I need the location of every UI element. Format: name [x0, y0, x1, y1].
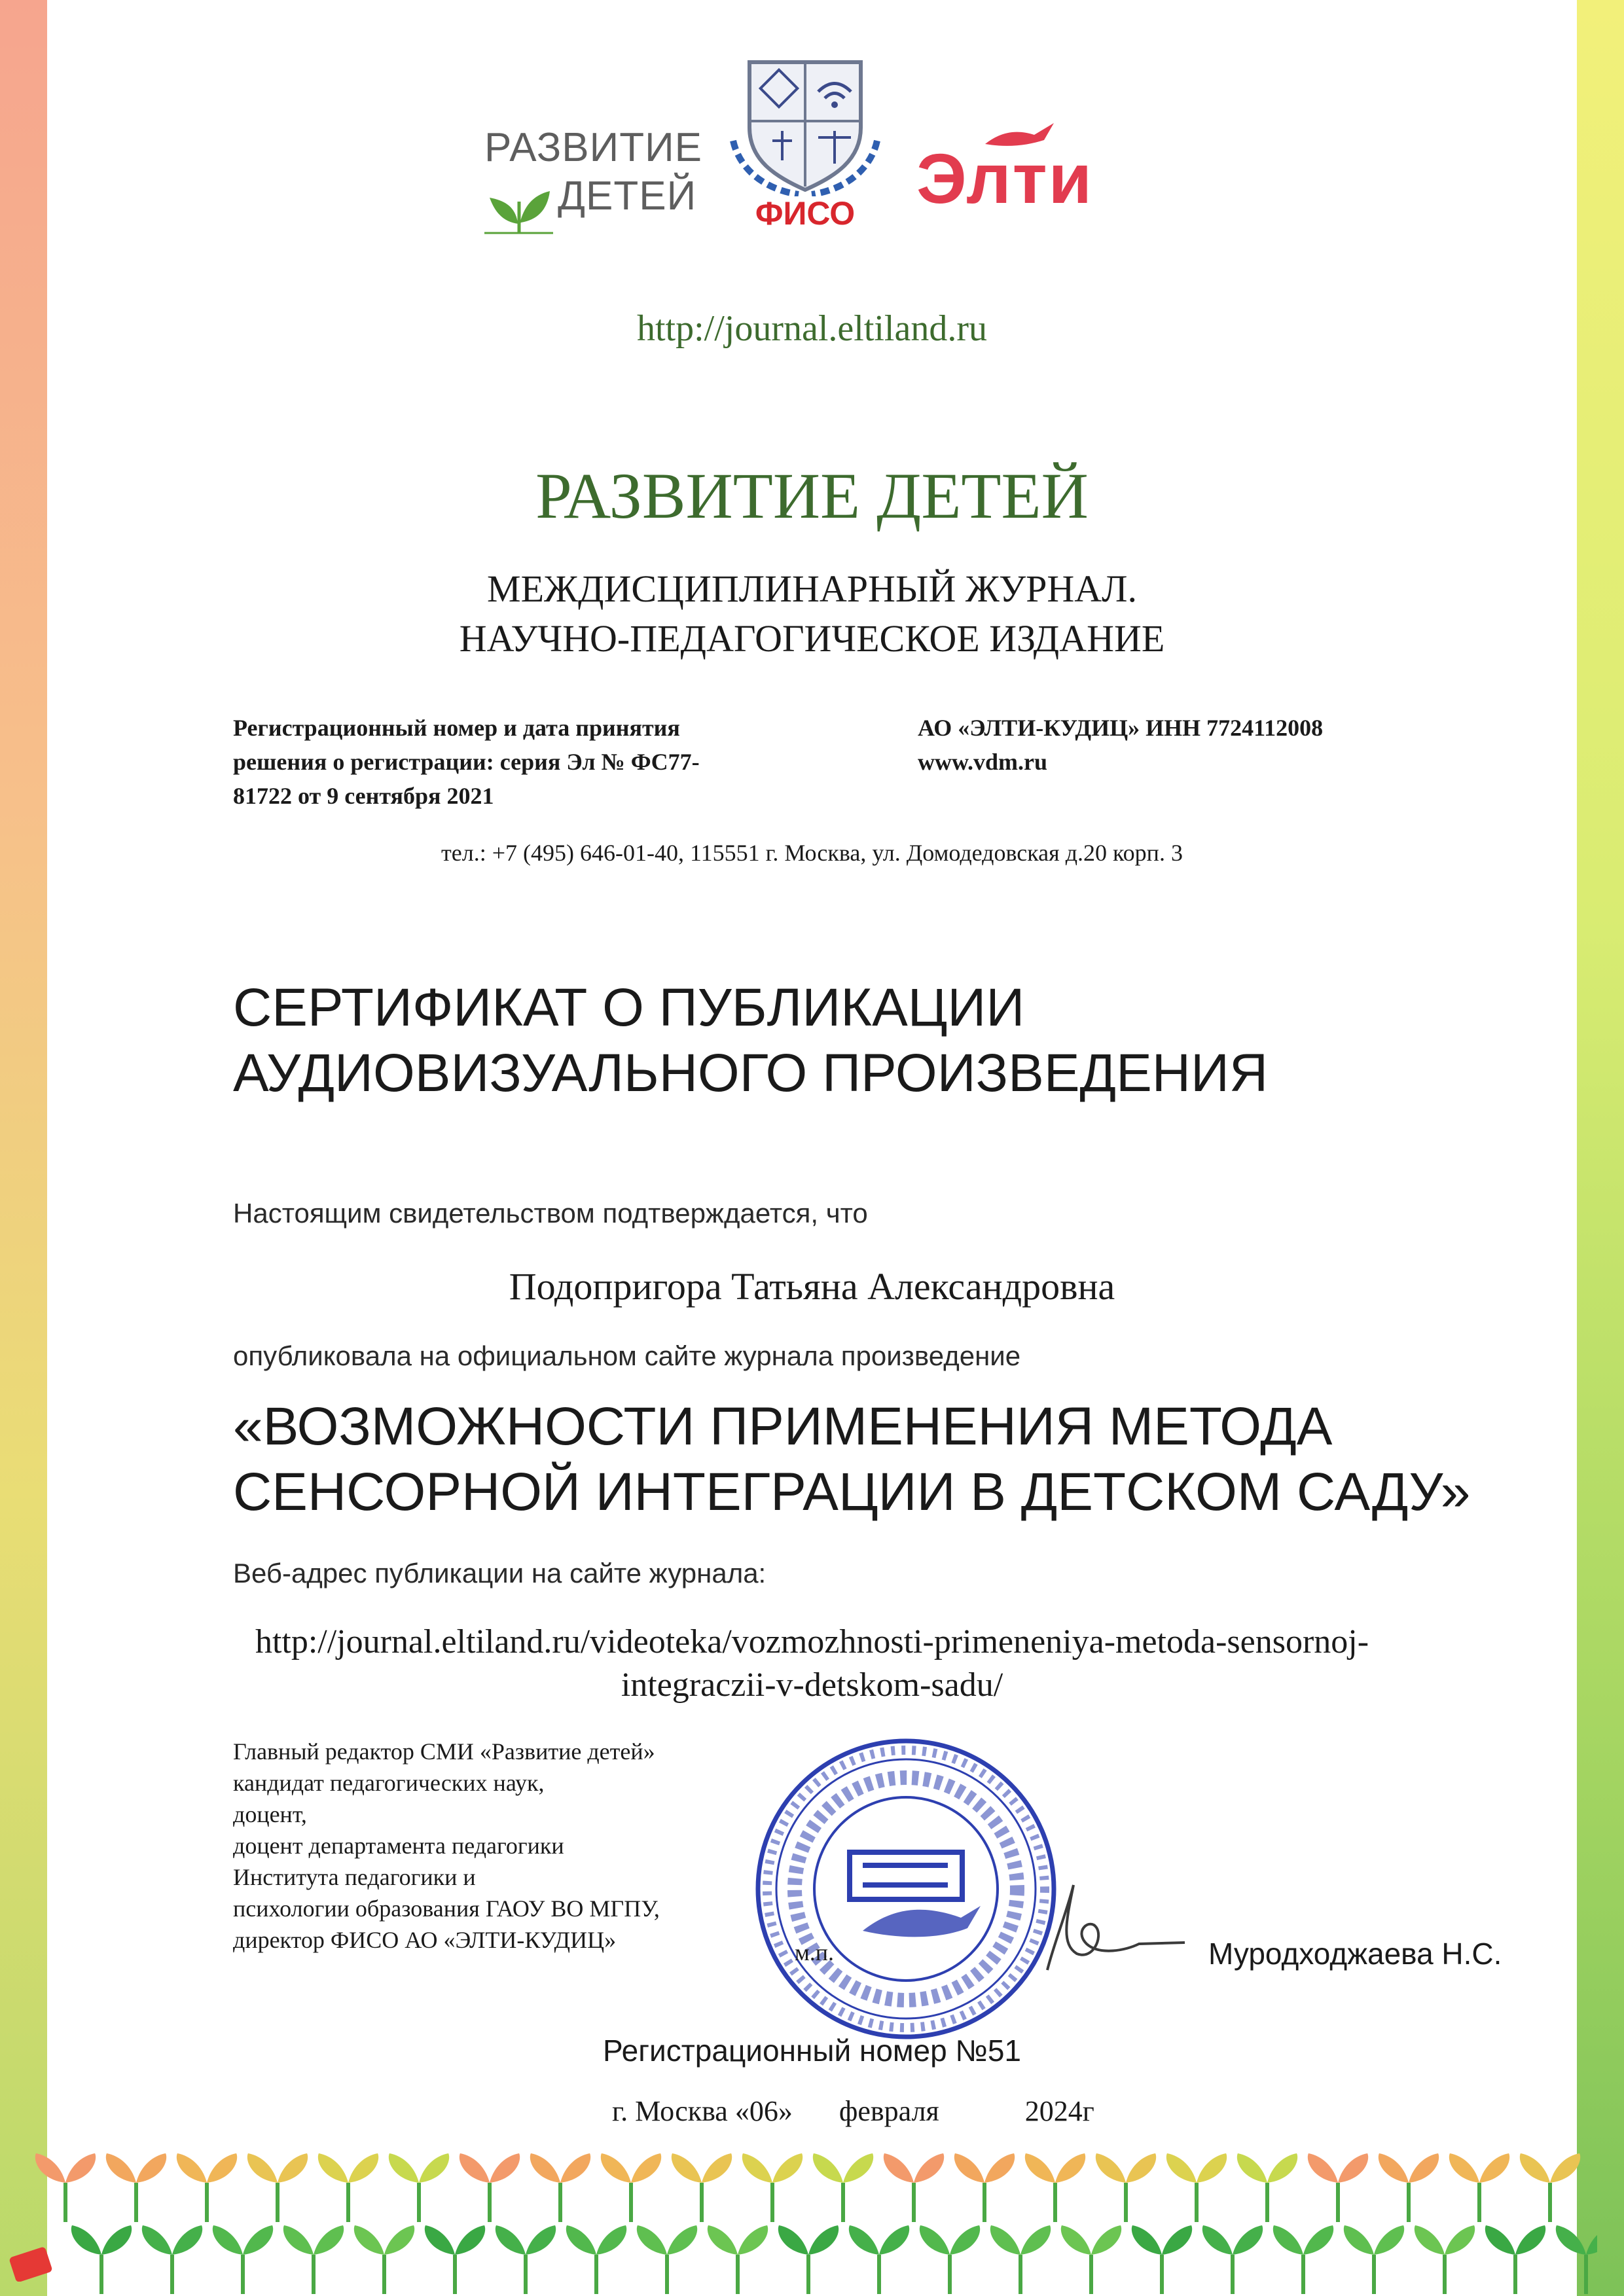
journal-subtitle	[0, 564, 1624, 664]
elti-logo-label: Элти	[916, 139, 1094, 218]
sprout-icon	[954, 2153, 1015, 2222]
editor-line: директор ФИСО АО «ЭЛТИ-КУДИЦ»	[233, 1927, 617, 1953]
fiso-logo-label: ФИСО	[755, 195, 856, 232]
work-title	[233, 1394, 1477, 1525]
sprout-icon	[142, 2225, 202, 2294]
web-address-label: Веб-адрес публикации на сайте журнала:	[233, 1558, 767, 1588]
seal-place-label: м.п.	[795, 1939, 835, 1965]
publisher-name: АО «ЭЛТИ-КУДИЦ» ИНН 7724112008	[918, 715, 1324, 741]
contacts-line: тел.: +7 (495) 646-01-40, 115551 г. Москва, ул. Домодедовская д.20 корп. 3	[441, 840, 1183, 866]
person-name: Подопригора Татьяна Александровна	[509, 1265, 1115, 1308]
certificate-title-line1: СЕРТИФИКАТ О ПУБЛИКАЦИИ	[233, 978, 1025, 1037]
sprout-icon	[1485, 2225, 1545, 2294]
subtitle-line1: МЕЖДИСЦИПЛИНАРНЫЙ ЖУРНАЛ.	[487, 567, 1137, 610]
fiso-logo	[727, 56, 884, 236]
sprout-icon	[1025, 2153, 1085, 2222]
sprout-icon	[1520, 2153, 1580, 2222]
registration-line2: решения о регистрации: серия Эл № ФС77-	[233, 749, 700, 775]
registration-line1: Регистрационный номер и дата принятия	[233, 715, 680, 741]
sprout-icon	[920, 2225, 980, 2294]
editor-line: доцент,	[233, 1801, 307, 1827]
registration-info	[233, 711, 809, 813]
editor-line: кандидат педагогических наук,	[233, 1770, 545, 1796]
sprout-icon	[177, 2153, 237, 2222]
sprout-icon	[213, 2225, 273, 2294]
sprout-icon	[742, 2153, 803, 2222]
sprout-icon	[1344, 2225, 1404, 2294]
sprout-icon	[496, 2225, 556, 2294]
sprout-icon	[813, 2153, 873, 2222]
sprout-icon	[566, 2225, 626, 2294]
work-title-line2: СЕНСОРНОЙ ИНТЕГРАЦИИ В ДЕТСКОМ САДУ»	[233, 1462, 1471, 1522]
certificate-title-line2: АУДИОВИЗУАЛЬНОГО ПРОИЗВЕДЕНИЯ	[233, 1043, 1269, 1103]
company-stamp	[751, 1734, 1060, 2043]
sprout-icon	[318, 2153, 378, 2222]
editor-line: психологии образования ГАОУ ВО МГПУ,	[233, 1895, 660, 1922]
editor-line: Института педагогики и	[233, 1864, 476, 1890]
sprout-icon	[637, 2225, 697, 2294]
razvitie-detey-logo	[484, 124, 703, 236]
sprout-icon	[425, 2225, 485, 2294]
sprout-icon	[990, 2225, 1051, 2294]
sprout-icon	[849, 2225, 909, 2294]
work-title-line1: «ВОЗМОЖНОСТИ ПРИМЕНЕНИЯ МЕТОДА	[233, 1397, 1333, 1456]
sprout-icon	[708, 2225, 768, 2294]
leaf-icon	[484, 175, 553, 234]
sprout-icon	[247, 2153, 308, 2222]
date-city-day: г. Москва «06»	[612, 2095, 793, 2127]
sprout-icon	[1132, 2225, 1192, 2294]
sprout-icon	[1273, 2225, 1333, 2294]
sprout-icon	[1096, 2153, 1156, 2222]
published-text: опубликовала на официальном сайте журнала произведение	[233, 1340, 1021, 1371]
sprout-icon	[283, 2225, 344, 2294]
journal-title: РАЗВИТИЕ ДЕТЕЙ	[535, 459, 1089, 532]
publication-url-line2: integraczii-v-detskom-sadu/	[621, 1666, 1003, 1704]
registration-line3: 81722 от 9 сентября 2021	[233, 783, 494, 809]
city-date	[612, 2094, 1094, 2128]
sprout-icon	[530, 2153, 590, 2222]
sprout-icon	[1415, 2225, 1475, 2294]
subtitle-line2: НАУЧНО-ПЕДАГОГИЧЕСКОЕ ИЗДАНИЕ	[459, 617, 1165, 660]
sprout-icon	[1237, 2153, 1297, 2222]
confirm-text: Настоящим свидетельством подтверждается, что	[233, 1198, 868, 1229]
publication-url	[0, 1621, 1624, 1707]
shield-icon	[727, 56, 884, 196]
sprout-icon	[672, 2153, 732, 2222]
certificate-title	[233, 975, 1411, 1106]
publisher-site: www.vdm.ru	[918, 749, 1048, 775]
journal-url: http://journal.eltiland.ru	[636, 308, 987, 349]
date-year: 2024г	[1024, 2095, 1094, 2127]
sprout-icon	[71, 2225, 132, 2294]
razvitie-logo-line1: РАЗВИТИЕ	[484, 125, 703, 170]
sprout-icon	[354, 2225, 414, 2294]
razvitie-logo-line2: ДЕТЕЙ	[558, 173, 697, 219]
sprout-icon	[1202, 2225, 1263, 2294]
elti-logo	[916, 118, 1152, 223]
sprout-icon	[778, 2225, 839, 2294]
sprout-icon	[884, 2153, 944, 2222]
date-month: февраля	[839, 2095, 939, 2127]
publication-url-line1: http://journal.eltiland.ru/videoteka/vozmozhnosti-primeneniya-metoda-sensornoj-	[255, 1623, 1369, 1660]
editor-line: Главный редактор СМИ «Развитие детей»	[233, 1738, 655, 1765]
sprout-icon	[1061, 2225, 1121, 2294]
sprout-icon	[1308, 2153, 1368, 2222]
sprout-icon	[1166, 2153, 1227, 2222]
sprout-icon	[389, 2153, 449, 2222]
sprout-icon	[1556, 2225, 1597, 2294]
publisher-info	[918, 711, 1428, 779]
registration-number: Регистрационный номер №51	[603, 2034, 1021, 2068]
sprout-icon	[106, 2153, 166, 2222]
signer-name: Муродходжаева Н.С.	[1208, 1937, 1502, 1971]
editor-line: доцент департамента педагогики	[233, 1833, 564, 1859]
sprout-icon	[1379, 2153, 1439, 2222]
sprout-icon	[1449, 2153, 1509, 2222]
sprouts-decoration	[26, 2127, 1597, 2296]
sprout-icon	[601, 2153, 661, 2222]
sprout-icon	[460, 2153, 520, 2222]
sprout-icon	[35, 2153, 96, 2222]
editor-credentials	[233, 1736, 770, 1956]
corner-badge-icon	[9, 2245, 52, 2282]
signature	[1028, 1872, 1198, 1977]
